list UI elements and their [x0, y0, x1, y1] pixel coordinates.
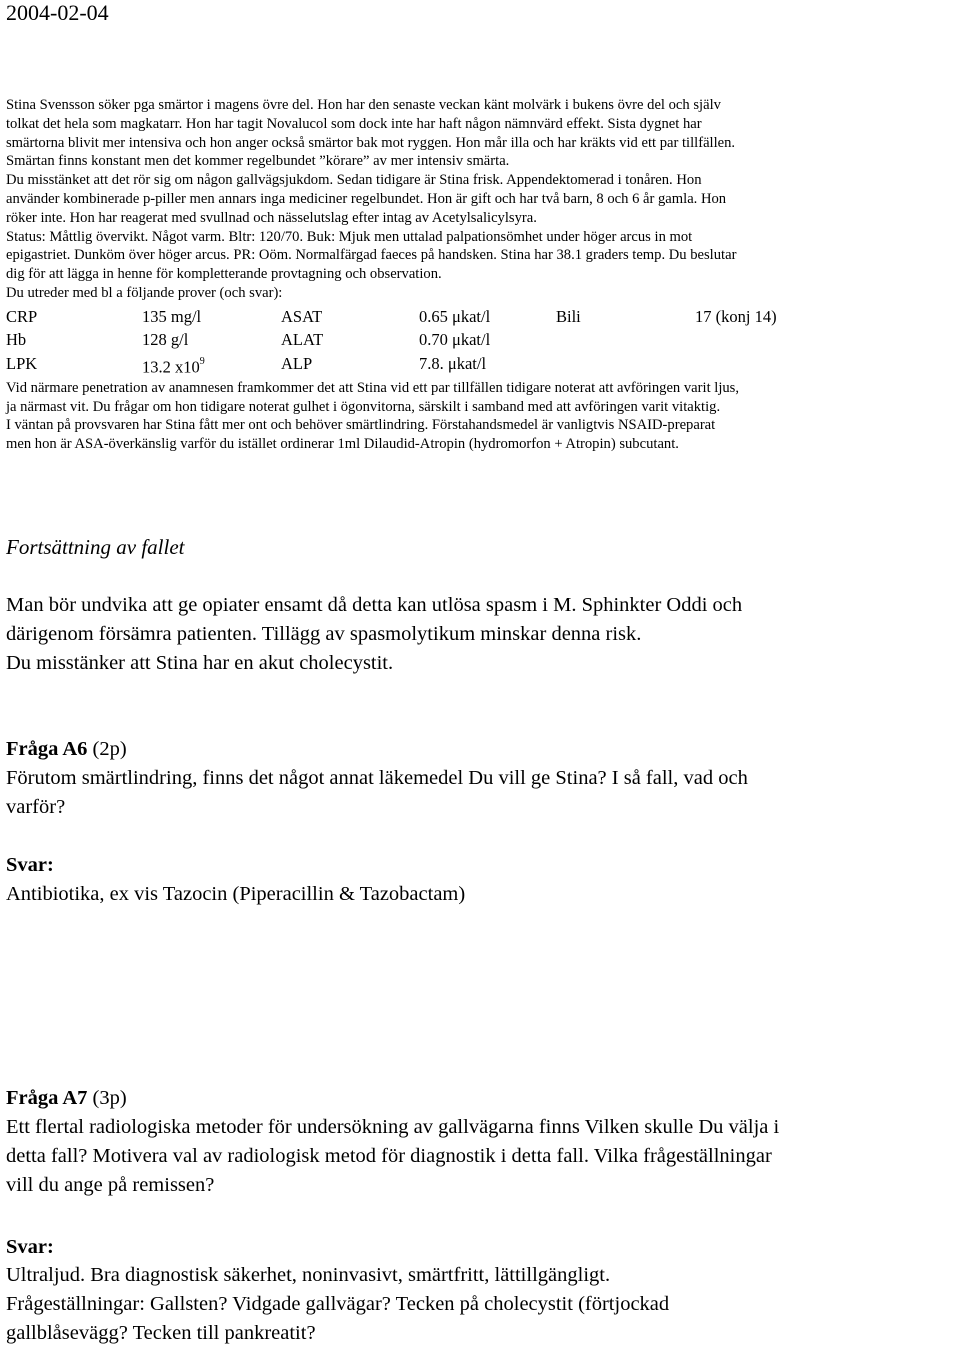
case-line: epigastriet. Dunköm över höger arcus. PR: Oöm. Normalfärgad faeces på handsken. Stina har 38.1 graders temp. Du beslutar [6, 247, 737, 264]
lab-results-table [6, 305, 958, 379]
question-points: (2p) [87, 738, 127, 760]
question-label: Fråga A6 [6, 738, 88, 760]
continuation-text [6, 591, 958, 678]
lab-row [6, 352, 958, 379]
lab-name: Hb [6, 330, 27, 350]
lab-value: 17 (konj 14) [695, 306, 777, 326]
case-description [6, 96, 958, 454]
document-date: 2004-02-04 [6, 0, 109, 25]
lab-value [142, 352, 281, 379]
case-line: Du misstänket att det rör sig om någon gallvägsjukdom. Sedan tidigare är Stina frisk. Appendektomerad i tonåren. Hon [6, 172, 702, 189]
continuation-line: därigenom försämra patienten. Tillägg av spasmolytikum minskar denna risk. [6, 623, 642, 645]
continuation-heading: Fortsättning av fallet [6, 535, 185, 559]
case-line: Vid närmare penetration av anamnesen framkommer det att Stina vid ett par tillfällen tidigare noterat att avföringen varit ljus, [6, 379, 740, 396]
answer-line: gallblåsevägg? Tecken till pankreatit? [6, 1322, 316, 1344]
question-heading [6, 1084, 958, 1113]
lab-name: ALP [281, 353, 313, 373]
case-line: Smärtan finns konstant men det kommer regelbundet ”körare” av mer intensiv smärta. [6, 153, 510, 170]
lab-value: 0.70 μkat/l [419, 330, 491, 350]
lab-row [6, 305, 958, 329]
continuation-line: Man bör undvika att ge opiater ensamt då detta kan utlösa spasm i M. Sphinkter Oddi och [6, 594, 743, 616]
question-line: vill du ange på remissen? [6, 1174, 215, 1196]
lab-value: 128 g/l [142, 330, 189, 350]
question-label: Fråga A7 [6, 1087, 88, 1109]
case-line: Stina Svensson söker pga smärtor i magens övre del. Hon har den senaste veckan känt molvärk i bukens övre del och själv [6, 97, 721, 113]
case-line: använder kombinerade p-piller men annars inga mediciner regelbundet. Hon är gift och har två barn, 8 och 6 år gamla. Hon [6, 190, 727, 207]
lab-value: 0.65 μkat/l [419, 306, 491, 326]
case-line: men hon är ASA-överkänslig varför du istället ordinerar 1ml Dilaudid-Atropin (hydromorfon + Atropin) subcutant. [6, 436, 679, 453]
case-line: Status: Måttlig övervikt. Något varm. Bltr: 120/70. Buk: Mjuk men uttalad palpationsömhet under höger arcus in mot [6, 228, 693, 245]
lab-name: Bili [556, 306, 581, 326]
lab-row [6, 328, 958, 352]
answer-label: Svar: [6, 854, 54, 876]
lab-name: CRP [6, 306, 38, 326]
case-line: Du utreder med bl a följande prover (och svar): [6, 284, 283, 301]
lab-value: 135 mg/l [142, 306, 202, 326]
answer-line: Frågeställningar: Gallsten? Vidgade gallvägar? Tecken på cholecystit (förtjockad [6, 1293, 670, 1315]
continuation-line: Du misstänker att Stina har en akut cholecystit. [6, 652, 394, 674]
question-line: Ett flertal radiologiska metoder för undersökning av gallvägarna finns Vilken skulle Du välja i [6, 1116, 780, 1138]
lab-value-exponent: 9 [199, 355, 205, 367]
lab-value-base: 13.2 x10 [142, 357, 200, 377]
question-line: varför? [6, 796, 66, 818]
case-line: smärtorna blivit mer intensiva och hon anger också smärtor bak mot ryggen. Hon mår illa och har kräkts vid ett par tillfällen. [6, 134, 736, 151]
case-line: tolkat det hela som magkatarr. Hon har tagit Novalucol som dock inte har haft någon nämnvärd effekt. Sista dygnet har [6, 115, 702, 132]
answer-line: Ultraljud. Bra diagnostisk säkerhet, noninvasivt, smärtfritt, lättillgängligt. [6, 1264, 611, 1286]
answer-label: Svar: [6, 1236, 54, 1258]
question-line: detta fall? Motivera val av radiologisk metod för diagnostik i detta fall. Vilka frågeställningar [6, 1145, 772, 1167]
lab-value: 7.8. μkat/l [419, 353, 487, 373]
lab-name: ALAT [281, 330, 324, 350]
question-line: Förutom smärtlindring, finns det något annat läkemedel Du vill ge Stina? I så fall, vad och [6, 767, 748, 789]
question-points: (3p) [87, 1087, 127, 1109]
question-a7 [6, 1084, 958, 1200]
answer-a6 [6, 880, 958, 909]
case-line: dig för att lägga in henne för kompletterande provtagning och observation. [6, 266, 442, 283]
answer-line: Antibiotika, ex vis Tazocin (Piperacillin & Tazobactam) [6, 883, 466, 905]
case-line: I väntan på provsvaren har Stina fått mer ont och behöver smärtlindring. Förstahandsmedel är vanligtvis NSAID-preparat [6, 417, 716, 434]
case-line: ja närmast vit. Du frågar om hon tidigare noterat gulhet i ögonvitorna, särskilt i samband med att avföringen varit vitaktig. [6, 398, 721, 415]
lab-name: LPK [6, 353, 38, 373]
question-a6 [6, 735, 958, 822]
lab-name: ASAT [281, 306, 323, 326]
answer-a7 [6, 1261, 958, 1348]
question-heading [6, 735, 958, 764]
case-line: röker inte. Hon har reagerat med svullnad och nässelutslag efter intag av Acetylsalicylsyra. [6, 209, 537, 226]
